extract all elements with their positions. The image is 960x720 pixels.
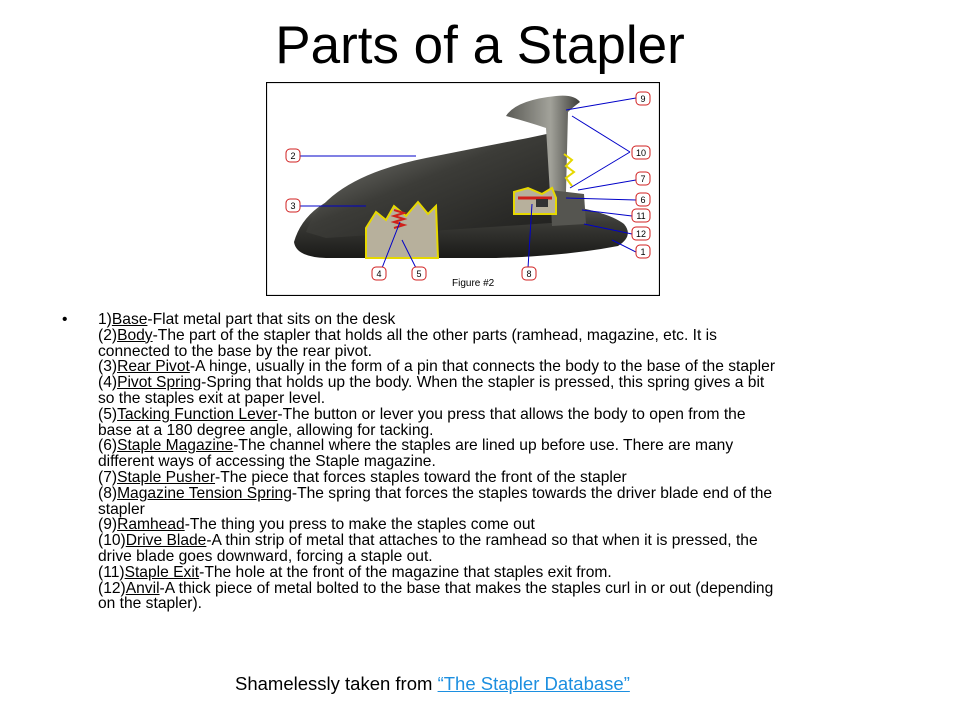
item-ramhead: (9)Ramhead-The thing you press to make the staples come out xyxy=(98,516,535,534)
callout-2-icon xyxy=(286,149,300,162)
item-staple-magazine: (6)Staple Magazine-The channel where the staples are lined up before use. There are many xyxy=(98,437,734,455)
callout-11-icon xyxy=(632,209,650,222)
callout-12-icon xyxy=(632,227,650,240)
stapler-figure xyxy=(266,82,660,296)
item-tacking-lever: (5)Tacking Function Lever-The button or lever you press that allows the body to open from the xyxy=(98,405,746,423)
item-tension-spring: (8)Magazine Tension Spring-The spring that forces the staples towards the driver blade end of the xyxy=(98,484,773,502)
item-tacking-lever-cont: base at a 180 degree angle, allowing for tacking. xyxy=(98,421,434,439)
item-body: (2)Body-The part of the stapler that holds all the other parts (ramhead, magazine, etc. It is xyxy=(98,326,717,344)
callout-1-icon xyxy=(636,245,650,258)
callout-5: 5 xyxy=(416,269,422,279)
item-tension-spring-cont: stapler xyxy=(98,500,145,518)
item-pivot-spring-cont: so the staples exit at paper level. xyxy=(98,389,326,407)
bullet-icon: • xyxy=(62,311,68,328)
item-staple-pusher: (7)Staple Pusher-The piece that forces staples toward the front of the stapler xyxy=(98,468,627,486)
item-anvil-cont: on the stapler). xyxy=(98,595,203,613)
item-pivot-spring: (4)Pivot Spring-Spring that holds up the body. When the stapler is pressed, this spring gives a bit xyxy=(98,374,765,392)
parts-list xyxy=(62,311,916,613)
callout-9-icon xyxy=(636,92,650,105)
item-staple-exit: (11)Staple Exit-The hole at the front of the magazine that staples exit from. xyxy=(98,563,612,581)
credit-line xyxy=(235,673,630,695)
callout-4-icon xyxy=(372,267,386,280)
callout-10-icon xyxy=(632,146,650,159)
parts-bullet xyxy=(62,311,916,613)
callout-1: 1 xyxy=(640,247,646,257)
magazine-cutaway xyxy=(514,188,556,214)
credit-prefix: Shamelessly taken from xyxy=(235,673,438,694)
slide-title: Parts of a Stapler xyxy=(275,16,685,75)
callout-6-icon xyxy=(636,193,650,206)
item-drive-blade-cont: drive blade goes downward, forcing a staple out. xyxy=(98,547,433,565)
item-anvil: (12)Anvil-A thick piece of metal bolted to the base that makes the staples curl in or out (depending xyxy=(98,579,774,597)
callout-11: 11 xyxy=(636,211,646,221)
item-drive-blade: (10)Drive Blade-A thin strip of metal that attaches to the ramhead so that when it is pressed, the xyxy=(98,532,758,550)
callout-6: 6 xyxy=(640,195,646,205)
callout-10: 10 xyxy=(635,148,647,158)
callout-8-icon xyxy=(522,267,536,280)
callout-8: 8 xyxy=(526,269,532,279)
stapler-database-link[interactable]: “The Stapler Database” xyxy=(437,673,630,694)
callout-3: 3 xyxy=(290,201,296,211)
item-rear-pivot: (3)Rear Pivot-A hinge, usually in the form of a pin that connects the body to the base of the stapler xyxy=(98,358,776,376)
callout-5-icon xyxy=(412,267,426,280)
callout-7-icon xyxy=(636,172,650,185)
callout-12: 12 xyxy=(635,229,647,239)
item-staple-magazine-cont: different ways of accessing the Staple magazine. xyxy=(98,453,436,471)
figure-caption: Figure #2 xyxy=(452,278,495,289)
callout-7: 7 xyxy=(640,174,646,184)
stapler-diagram xyxy=(266,82,660,296)
callout-2: 2 xyxy=(290,151,296,161)
item-base: 1)Base-Flat metal part that sits on the desk xyxy=(98,311,396,328)
callout-4: 4 xyxy=(376,269,382,279)
staple-pusher xyxy=(536,199,548,207)
callout-3-icon xyxy=(286,199,300,212)
callout-9: 9 xyxy=(640,94,646,104)
item-body-cont: connected to the base by the rear pivot. xyxy=(98,342,372,360)
